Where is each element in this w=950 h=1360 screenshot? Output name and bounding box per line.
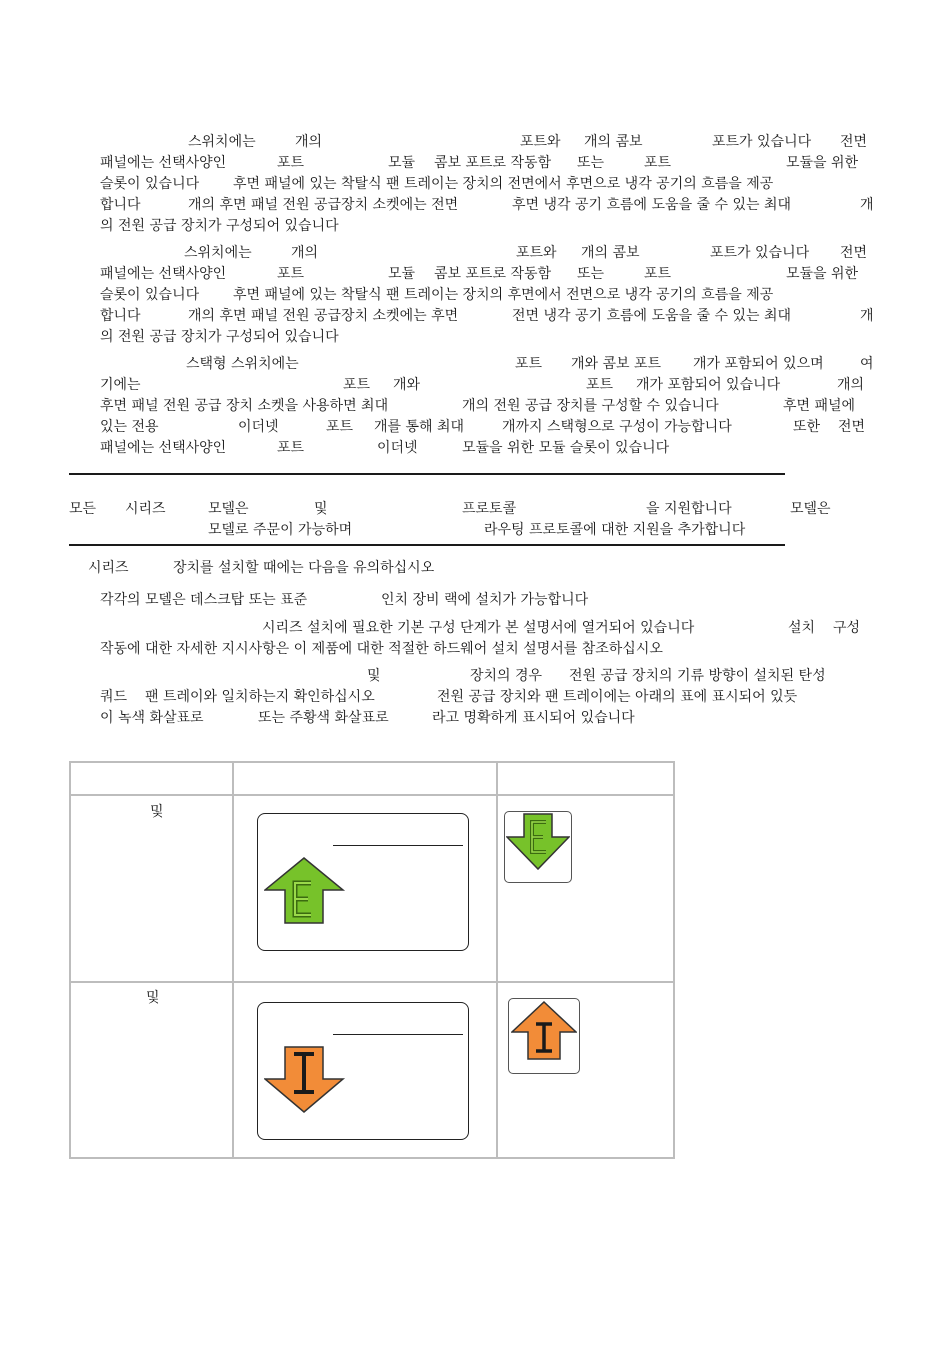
text-fragment: 또는 (577, 155, 605, 171)
text-fragment: 인치 장비 랙에 설치가 가능합니다 (381, 592, 589, 608)
text-fragment: 여 (860, 356, 874, 372)
airflow-table (69, 761, 675, 1158)
text-fragment: 모델은 (790, 501, 831, 517)
text-fragment: 쿼드 (100, 689, 128, 705)
text-fragment: 전원 공급 장치의 기류 방향이 설치된 탄성 (569, 668, 826, 684)
text-fragment: 구성 (833, 620, 861, 636)
label-underline (333, 845, 463, 846)
text-fragment: 포트 (644, 155, 672, 171)
text-fragment: 전원 공급 장치와 팬 트레이에는 아래의 표에 표시되어 있듯 (437, 689, 798, 705)
row2-model-label: 및 (146, 990, 160, 1006)
text-fragment: 팬 트레이와 일치하는지 확인하십시오 (145, 689, 375, 705)
table-column-divider (232, 761, 234, 1158)
text-fragment: 개의 후면 패널 전원 공급장치 소켓에는 후면 (188, 308, 459, 324)
fan-tray-label-exhaust (504, 811, 572, 883)
text-fragment: 또는 (577, 266, 605, 282)
text-fragment: 모듈을 위한 (786, 266, 859, 282)
text-fragment: 개와 (393, 377, 421, 393)
table-header-divider (69, 794, 675, 796)
text-fragment: 및 (314, 501, 328, 517)
orange-up-arrow-i-icon (511, 1001, 577, 1061)
text-fragment: 의 전원 공급 장치가 구성되어 있습니다 (100, 218, 339, 234)
text-fragment: 각각의 모델은 데스크탑 또는 표준 (100, 592, 308, 608)
text-fragment: 후면 패널에 있는 착탈식 팬 트레이는 장치의 전면에서 후면으로 냉각 공기의 흐름을 제공 (233, 176, 774, 192)
table-row-divider (69, 981, 675, 983)
text-fragment: 또한 (793, 419, 821, 435)
divider-rule-top (69, 473, 785, 475)
text-fragment: 개가 포함되어 있습니다 (636, 377, 781, 393)
text-fragment: 개까지 스택형으로 구성이 가능합니다 (502, 419, 732, 435)
text-fragment: 시리즈 (125, 501, 166, 517)
text-fragment: 작동에 대한 자세한 지시사항은 이 제품에 대한 적절한 하드웨어 설치 설명서를 참조하십시오 (100, 641, 663, 657)
text-fragment: 스위치에는 (188, 134, 256, 150)
orange-down-arrow-i-icon (264, 1046, 346, 1114)
green-down-arrow-e-icon (506, 813, 570, 871)
text-fragment: 전면 (838, 419, 866, 435)
text-fragment: 시리즈 설치에 필요한 기본 구성 단계가 본 설명서에 열거되어 있습니다 (262, 620, 695, 636)
fan-tray-label-intake (508, 998, 580, 1074)
text-fragment: 라우팅 프로토콜에 대한 지원을 추가합니다 (484, 522, 746, 538)
text-fragment: 스택형 스위치에는 (186, 356, 299, 372)
text-fragment: 개 (860, 308, 874, 324)
text-fragment: 장치의 경우 (470, 668, 543, 684)
text-fragment: 모듈 (388, 155, 416, 171)
text-fragment: 개의 (291, 245, 319, 261)
text-fragment: 후면 냉각 공기 흐름에 도움을 줄 수 있는 최대 (512, 197, 792, 213)
table-border-left (69, 761, 71, 1158)
green-up-arrow-e-icon (264, 857, 346, 925)
text-fragment: 포트 (343, 377, 371, 393)
text-fragment: 포트가 있습니다 (710, 245, 810, 261)
row1-model-label: 및 (150, 804, 164, 820)
text-fragment: 개의 전원 공급 장치를 구성할 수 있습니다 (462, 398, 719, 414)
text-fragment: 개가 포함되어 있으며 (693, 356, 824, 372)
text-fragment: 개의 (295, 134, 323, 150)
text-fragment: 전면 냉각 공기 흐름에 도움을 줄 수 있는 최대 (512, 308, 792, 324)
power-supply-label-exhaust (257, 813, 469, 951)
text-fragment: 개의 콤보 (581, 245, 640, 261)
text-fragment: 이 녹색 화살표로 (100, 710, 204, 726)
text-fragment: 개의 (837, 377, 865, 393)
text-fragment: 합니다 (100, 308, 141, 324)
label-underline (333, 1034, 463, 1035)
text-fragment: 후면 패널에 있는 착탈식 팬 트레이는 장치의 후면에서 전면으로 냉각 공기의 흐름을 제공 (233, 287, 774, 303)
text-fragment: 포트와 (516, 245, 557, 261)
text-fragment: 이더넷 (238, 419, 279, 435)
text-fragment: 포트와 (520, 134, 561, 150)
text-fragment: 패널에는 선택사양인 (100, 266, 227, 282)
text-fragment: 시리즈 (88, 560, 129, 576)
text-fragment: 포트 (277, 266, 305, 282)
text-fragment: 포트 (277, 440, 305, 456)
text-fragment: 모든 (69, 501, 97, 517)
text-fragment: 포트 (586, 377, 614, 393)
text-fragment: 모델은 (208, 501, 249, 517)
text-fragment: 개의 콤보 (584, 134, 643, 150)
text-fragment: 전면 (840, 134, 868, 150)
text-fragment: 의 전원 공급 장치가 구성되어 있습니다 (100, 329, 339, 345)
text-fragment: 개 (860, 197, 874, 213)
table-border-top (69, 761, 675, 763)
divider-rule-bottom (69, 544, 785, 546)
text-fragment: 기에는 (100, 377, 141, 393)
text-fragment: 또는 주황색 화살표로 (258, 710, 389, 726)
text-fragment: 포트 (277, 155, 305, 171)
table-column-divider (496, 761, 498, 1158)
text-fragment: 스위치에는 (184, 245, 252, 261)
text-fragment: 슬롯이 있습니다 (100, 176, 200, 192)
text-fragment: 장치를 설치할 때에는 다음을 유의하십시오 (173, 560, 435, 576)
text-fragment: 모듈을 위한 모듈 슬롯이 있습니다 (462, 440, 670, 456)
text-fragment: 개의 후면 패널 전원 공급장치 소켓에는 전면 (188, 197, 459, 213)
text-fragment: 후면 패널 전원 공급 장치 소켓을 사용하면 최대 (100, 398, 389, 414)
text-fragment: 포트 (515, 356, 543, 372)
text-fragment: 후면 패널에 (783, 398, 856, 414)
text-fragment: 설치 (788, 620, 816, 636)
text-fragment: 전면 (840, 245, 868, 261)
text-fragment: 콤보 포트로 작동함 (434, 155, 552, 171)
text-fragment: 라고 명확하게 표시되어 있습니다 (432, 710, 635, 726)
table-border-bottom (69, 1157, 675, 1159)
text-fragment: 포트 (326, 419, 354, 435)
text-fragment: 합니다 (100, 197, 141, 213)
text-fragment: 모델로 주문이 가능하며 (208, 522, 353, 538)
text-fragment: 포트 (644, 266, 672, 282)
text-fragment: 모듈 (388, 266, 416, 282)
text-fragment: 패널에는 선택사양인 (100, 155, 227, 171)
text-fragment: 포트가 있습니다 (712, 134, 812, 150)
text-fragment: 이더넷 (377, 440, 418, 456)
text-fragment: 있는 전용 (100, 419, 159, 435)
text-fragment: 콤보 포트로 작동함 (434, 266, 552, 282)
text-fragment: 개와 콤보 포트 (571, 356, 662, 372)
text-fragment: 개를 통해 최대 (374, 419, 465, 435)
text-fragment: 을 지원합니다 (646, 501, 732, 517)
table-border-right (673, 761, 675, 1158)
power-supply-label-intake (257, 1002, 469, 1140)
text-fragment: 슬롯이 있습니다 (100, 287, 200, 303)
text-fragment: 및 (367, 668, 381, 684)
text-fragment: 패널에는 선택사양인 (100, 440, 227, 456)
text-fragment: 모듈을 위한 (786, 155, 859, 171)
text-fragment: 프로토콜 (462, 501, 517, 517)
